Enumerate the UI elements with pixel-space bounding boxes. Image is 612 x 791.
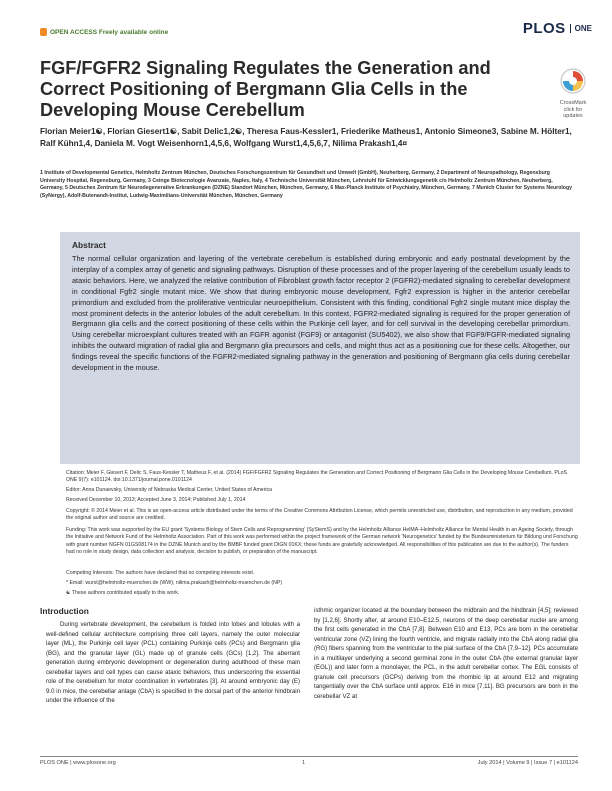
abstract-text: The normal cellular organization and layering of the vertebrate cerebellum is established during embryonic and early postnatal development by the interplay of a complex array of genetic and signaling pathways. Disruption of these processes and of the proper layering of the cerebellum usually leads to ataxic behaviors. Here, we analyzed the relative contribution of Fibroblast growth factor receptor 2 (FGFR2)-mediated signaling to cerebellar development in conditional Fgfr2 single mutant mice. We show that during embryonic mouse development, Fgfr2 expression is higher in the anterior cerebellar primordium and excluded from the proliferative ventricular neuroepithelium. Consistent with this finding, conditional Fgfr2 single mutant mice display the most prominent defects in the anterior lobules of the adult cerebellum. In this context, FGFR2-mediated signaling is required for the proper generation of Bergmann glia cells and the correct positioning of these cells within the Purkinje cell layer, and for cell survival in the developing cerebellar primordium. Using cerebellar microexplant cultures treated with an FGFR agonist (FGF9) or antagonist (SU5402), we also show that FGF9/FGFR-mediated signaling inhibits the outward migration of radial glia and Bergmann glia precursors and cells, and might thus act as a positioning cue for these cells. Altogether, our findings reveal the specific functions of the FGFR2-mediated signaling pathway in the generation and positioning of Bergmann glia cells during cerebellar development in the mouse.: [72, 254, 570, 373]
journal-suffix: ONE: [570, 24, 592, 33]
introduction-heading: Introduction: [40, 606, 89, 616]
crossmark-badge[interactable]: [556, 68, 590, 119]
dates: Received December 10, 2013; Accepted June 3, 2014; Published July 1, 2014: [66, 497, 246, 503]
open-access-badge: [40, 28, 168, 36]
article-title: FGF/FGFR2 Signaling Regulates the Generation and Correct Positioning of Bergmann Glia Cells in the Developing Mouse Cerebellum: [40, 58, 491, 120]
citation: Citation: Meier F, Giesert F, Delic S, Faus-Kessler T, Matheus F, et al. (2014) FGF/FGFR2 Signaling Regulates the Generation and Correct Positioning of Bergmann Glia Cells in the Developing Mouse Cerebellum. PLoS ONE 9(7): e101124. doi:10.1371/journal.pone.0101124: [66, 470, 568, 484]
journal-logo: [523, 20, 592, 37]
plos-logo: PLOS: [522, 20, 566, 37]
corresponding-email: * Email: wurst@helmholtz-muenchen.de (WW); nilima.prakash@helmholtz-muenchen.de (NP): [66, 580, 283, 586]
author-list: Florian Meier1☯, Florian Giesert1☯, Sabit Delic1,2☯, Theresa Faus-Kessler1, Friederike Matheus1, Antonio Simeone3, Sabine M. Hölter1, Ralf Kühn1,4, Daniela M. Vogt Weisenhorn1,4,5,6, Wolfgang Wurst1,4,5,6,7, Nilima Prakash1,4¤: [40, 127, 572, 149]
editor: Editor: Anna Dunaevsky, University of Nebraska Medical Center, United States of America: [66, 487, 273, 493]
crossmark-label: CrossMark: [559, 100, 587, 106]
equal-contribution-note: ☯ These authors contributed equally to this work.: [66, 590, 180, 596]
page-number: 1: [302, 760, 306, 766]
crossmark-icon: [560, 68, 586, 94]
affiliations: 1 Institute of Developmental Genetics, Helmholtz Zentrum München, Deutsches Forschungszentrum für Gesundheit und Umwelt (GmbH), Neuherberg, Germany, 2 Department of Neuropathology, Regensburg University Hospital, Regensburg, Germany, 3 Ceinge Biotecnologie Avanzate, Naples, Italy, 4 Technische Universität München, Lehrstuhl für Entwicklungsgenetik c/o Helmholtz Zentrum München, Neuherberg, Germany, 5 Deutsches Zentrum für Neurodegenerative Erkrankungen (DZNE) Standort München, München, Germany, 6 Max-Planck Institute of Psychiatry, München, Germany, 7 Munich Cluster for Systems Neurology (SyNergy), Adolf-Butenandt-Institut, Ludwig-Maximilians-Universität München, München, Germany: [40, 170, 573, 199]
abstract-heading: Abstract: [72, 240, 106, 250]
open-access-label: OPEN ACCESS Freely available online: [50, 28, 169, 36]
funding: Funding: This work was supported by the EU grant 'Systems Biology of Stem Cells and Reprogramming' (SyStemS) and by the Helmholtz Alliance HelMA–Helmholtz Alliance for Mental Health in an Ageing Society, through the Initiative and Network Fund of the Helmholtz Association. Part of this work was performed within the project framework of the German network 'Neurogenetics' funded by the Bundesministerium für Bildung und Forschung with grant number NGFN 01GS08174 in the DZNE Munich and by the BMBF funded grant DIGN 01KX; these funds are gratefully acknowledged. All responsibilities of this publication are due to the author(s). The funders had no role in study design, data collection and analysis, decision to publish, or preparation of the manuscript.: [66, 527, 578, 556]
open-lock-icon: [40, 28, 47, 36]
intro-left-column: During vertebrate development, the cerebellum is folded into lobes and lobules with a well-defined cellular architecture comprising three cell layers, namely the outer molecular layer (ML), the Purkinje cell layer (PCL) containing Purkinje cells (PCs) and Bergmann glia (BG), and the granular layer (GL) made up of granule cells (GCs) [1,2]. The aberrant generation during embryonic development or degeneration during adulthood of these main cerebellar layers and cell types can cause ataxic behaviors, thus underscoring the essential role of the cerebellum for motor coordination in vertebrates [3]. At around embryonic day (E) 9.0 in mice, the cerebellar anlage (CbA) is specified in the dorsal part of the anterior hindbrain under the influence of the: [46, 621, 300, 704]
competing-interests: Competing Interests: The authors have declared that no competing interests exist.: [66, 570, 255, 576]
crossmark-sublabel: click for updates: [563, 107, 583, 119]
intro-right-column: isthmic organizer located at the boundary between the midbrain and the hindbrain [4,5]; reviewed by [1,2,6]. Shortly after, at around E10–E12.5, neurons of the deep cerebellar nuclei are among the first cells generated in the CbA [7,8]. Between E10 and E13, PCs are born in the cerebellar ventricular zone (VZ) lining the fourth ventricle, and migrate radially into the CbA along radial glia (RG) fibers spanning from the ventricular to the pial surface of the CbA [7,9–12]. PCs accumulate in a multilayer underlying a second germinal zone in the outer CbA (the external granular layer (EGL)) and later form a monolayer, the PCL, in the adult cerebellar cortex. The EGL consists of granule cell precursors (GCPs) deriving from the rhombic lip at around E12 and migrating tangentially over the CbA surface until approx. E16 in mice [7,11]. BG precursors are born in the cerebellar VZ at: [314, 607, 578, 700]
footer-issue: July 2014 | Volume 9 | Issue 7 | e101124: [477, 760, 578, 766]
footer-journal: PLOS ONE | www.plosone.org: [40, 760, 116, 766]
copyright: Copyright: © 2014 Meier et al. This is an open-access article distributed under the terms of the Creative Commons Attribution License, which permits unrestricted use, distribution, and reproduction in any medium, provided the original author and source are credited.: [66, 508, 573, 522]
footer-rule: [40, 756, 578, 757]
